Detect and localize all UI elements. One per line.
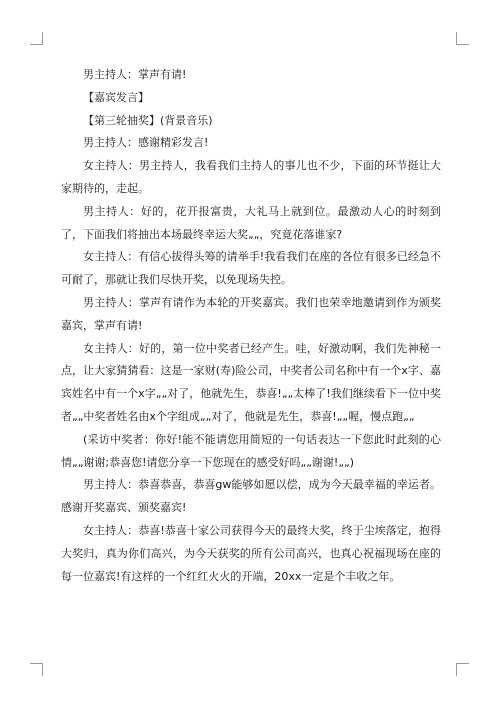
paragraph: 男主持人：恭喜恭喜，恭喜gw能够如愿以偿，成为今天最幸福的幸运者。感谢开奖嘉宾、颁奖嘉宾!: [61, 478, 441, 515]
document-body: [61, 64, 441, 588]
paragraph: 男主持人：掌声有请!: [83, 68, 187, 81]
paragraph: (采访中奖者：你好!能不能请您用简短的一句话表达一下您此时此刻的心情„„谢谢;恭喜您!请您分享一下您现在的感受好吗„„谢谢!„„): [61, 432, 441, 469]
crop-mark-top-left: [30, 32, 43, 45]
crop-mark-top-right: [456, 32, 469, 45]
paragraph: 男主持人：好的，花开报富贵，大礼马上就到位。最激动人心的时刻到了，下面我们将抽出本场最终幸运大奖„„，究竟花落谁家?: [61, 204, 441, 241]
paragraph: 【嘉宾发言】: [83, 90, 149, 104]
paragraph: 女主持人：有信心拔得头筹的请举手!我看我们在座的各位有很多已经急不可耐了，那就让我们尽快开奖，以免现场失控。: [61, 250, 441, 287]
paragraph: 女主持人：恭喜!恭喜十家公司获得今天的最终大奖，终于尘埃落定，抱得大奖归，真为你们高兴，为今天获奖的所有公司高兴，也真心祝福现场在座的每一位嘉宾!有这样的一个红红火火的开端，20xx一定是个丰收之年。: [61, 523, 441, 583]
paragraph: 女主持人：好的，第一位中奖者已经产生。哇，好激动啊，我们先神秘一点，让大家猜猜看：这是一家财(寿)险公司，中奖者公司名称中有一个x字、嘉宾姓名中有一个x字„„对了，他就先生，恭喜!„„太棒了!我们继续看下一位中奖者„„中奖者姓名由x个字组成„„对了，他就是先生，恭喜!„„喔，慢点跑„„: [61, 341, 441, 423]
paragraph: 【第三轮抽奖】(背景音乐): [83, 113, 213, 127]
paragraph: 男主持人：掌声有请作为本轮的开奖嘉宾。我们也荣幸地邀请到作为颁奖嘉宾，掌声有请!: [61, 295, 441, 332]
paragraph: 男主持人：感谢精彩发言!: [83, 136, 209, 150]
crop-mark-bottom-left: [30, 663, 43, 676]
paragraph: 女主持人：男主持人，我看我们主持人的事儿也不少，下面的环节挺让大家期待的，走起。: [61, 159, 441, 195]
crop-mark-bottom-right: [456, 663, 469, 676]
